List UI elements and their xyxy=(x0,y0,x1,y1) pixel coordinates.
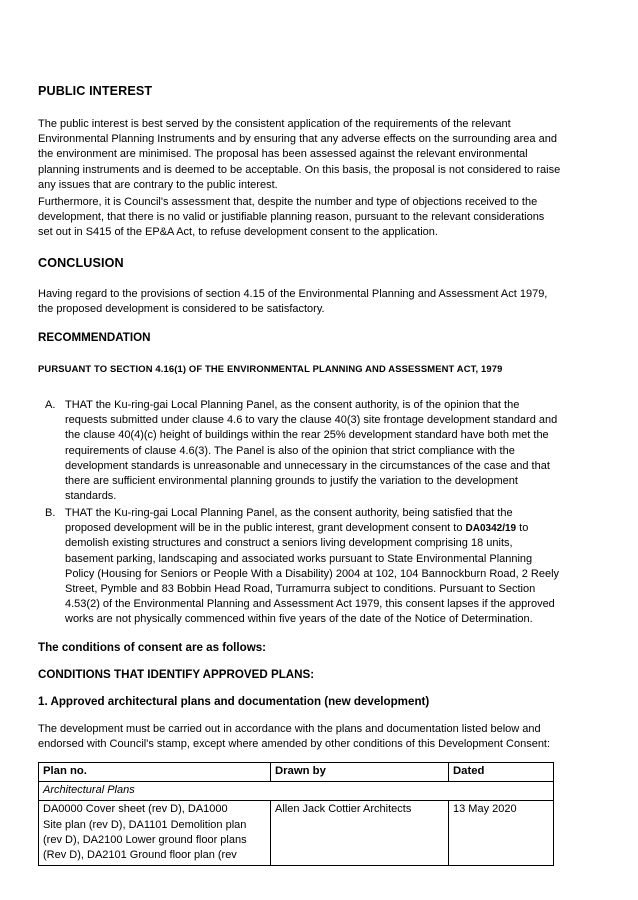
table-header-row xyxy=(39,763,554,782)
recommendation-subheading: PURSUANT TO SECTION 4.16(1) OF THE ENVIRONMENTAL PLANNING AND ASSESSMENT ACT, 1979 xyxy=(38,363,503,374)
table-subheader-row xyxy=(39,782,554,801)
conclusion-paragraph xyxy=(38,287,603,317)
public-interest-heading: PUBLIC INTEREST xyxy=(38,84,153,98)
text-line: THAT the Ku-ring-gai Local Planning Panel, as the consent authority, is of the opinion that the xyxy=(65,399,520,411)
text-line: standards. xyxy=(65,490,117,503)
text-line: The public interest is best served by the consistent application of the requirements of the relevant xyxy=(38,118,511,130)
list-marker: B. xyxy=(45,507,56,519)
cell-drawn-by: Allen Jack Cottier Architects xyxy=(271,801,449,866)
text-line xyxy=(65,521,605,536)
text-line: the proposed development is considered to be satisfactory. xyxy=(38,303,325,316)
text-line: there are sufficient environmental planning grounds to justify the variation to the development xyxy=(65,475,518,488)
text-line: Environmental Planning Instruments and by ensuring that any adverse effects on the surrounding area and xyxy=(38,133,557,146)
text-line: planning instruments and is deemed to be acceptable. On this basis, the proposal is not considered to raise xyxy=(38,163,561,176)
cell-dated: 13 May 2020 xyxy=(449,801,554,866)
item-b-text xyxy=(65,506,605,628)
text-line: basement parking, landscaping and associated works pursuant to State Environmental Planning xyxy=(65,552,533,565)
public-interest-paragraph-2 xyxy=(38,195,603,241)
text-line: development standards is unreasonable and unnecessary in the circumstances of the case and that xyxy=(65,459,550,472)
text-line: Furthermore, it is Council's assessment that, despite the number and type of objections received to the xyxy=(38,196,538,208)
text-line: Having regard to the provisions of section 4.15 of the Environmental Planning and Assessment Act 1979, xyxy=(38,288,548,300)
recommendation-item-a xyxy=(38,398,603,506)
text-line: DA0000 Cover sheet (rev D), DA1000 xyxy=(43,803,228,816)
text-line: development, that there is no valid or justifiable planning reason, pursuant to the relevant considerations xyxy=(38,211,545,224)
text-line: demolish existing structures and construct a seniors living development comprising 18 units, xyxy=(65,537,513,550)
text-line: the environment are minimised. The proposal has been assessed against the relevant environmental xyxy=(38,148,528,161)
approved-plans-table xyxy=(38,762,554,866)
text-segment: proposed development will be in the public interest, grant development consent to xyxy=(65,522,466,535)
text-line: THAT the Ku-ring-gai Local Planning Panel, as the consent authority, being satisfied that the xyxy=(65,507,513,519)
list-marker: A. xyxy=(45,399,56,411)
text-line: requests submitted under clause 4.6 to vary the clause 40(3) site frontage development standard and xyxy=(65,414,558,427)
text-line: endorsed with Council's stamp, except where amended by other conditions of this Development Consent: xyxy=(38,738,551,751)
text-line: Policy (Housing for Seniors or People With a Disability) 2004 at 102, 104 Bannockburn Road, 2 Reely xyxy=(65,567,560,580)
text-line: the clause 40(4)(c) height of buildings within the rear 25% development standard have both met the xyxy=(65,429,549,442)
text-line: set out in S415 of the EP&A Act, to refuse development consent to the application. xyxy=(38,226,438,239)
conditions-intro: The conditions of consent are as follows: xyxy=(38,641,267,654)
subheader-architectural-plans: Architectural Plans xyxy=(39,782,554,801)
condition-item-1-heading: 1. Approved architectural plans and documentation (new development) xyxy=(38,695,430,708)
text-line: any issues that are contrary to the public interest. xyxy=(38,178,278,191)
header-drawn-by: Drawn by xyxy=(271,763,449,782)
header-plan-no: Plan no. xyxy=(39,763,271,782)
public-interest-paragraph-1 xyxy=(38,117,603,193)
text-line: (Rev D), DA2101 Ground floor plan (rev xyxy=(43,849,237,862)
text-line: Street, Pymble and 83 Bobbin Head Road, Turramurra subject to conditions. Pursuant to Section xyxy=(65,583,536,596)
text-line: (rev D), DA2100 Lower ground floor plans xyxy=(43,833,247,846)
recommendation-heading: RECOMMENDATION xyxy=(38,331,151,344)
text-line: works are not physically commenced within five years of the date of the Notice of Determination. xyxy=(65,613,533,626)
cell-plan-no xyxy=(39,801,271,866)
conditions-paragraph xyxy=(38,722,603,752)
header-dated: Dated xyxy=(449,763,554,782)
conditions-heading: CONDITIONS THAT IDENTIFY APPROVED PLANS: xyxy=(38,668,315,681)
conclusion-heading: CONCLUSION xyxy=(38,256,124,270)
text-line: Site plan (rev D), DA1101 Demolition plan xyxy=(43,818,247,831)
recommendation-item-b xyxy=(38,506,603,630)
text-segment: to xyxy=(516,522,529,535)
item-a-text xyxy=(65,398,605,504)
table-row xyxy=(39,801,554,866)
text-line: 4.53(2) of the Environmental Planning and Assessment Act 1979, this consent lapses if the approved xyxy=(65,598,555,611)
application-number: DA0342/19 xyxy=(465,523,517,535)
text-line: The development must be carried out in accordance with the plans and documentation listed below and xyxy=(38,723,541,735)
text-line: requirements of clause 4.6(3). The Panel is also of the opinion that strict compliance with the xyxy=(65,444,515,457)
